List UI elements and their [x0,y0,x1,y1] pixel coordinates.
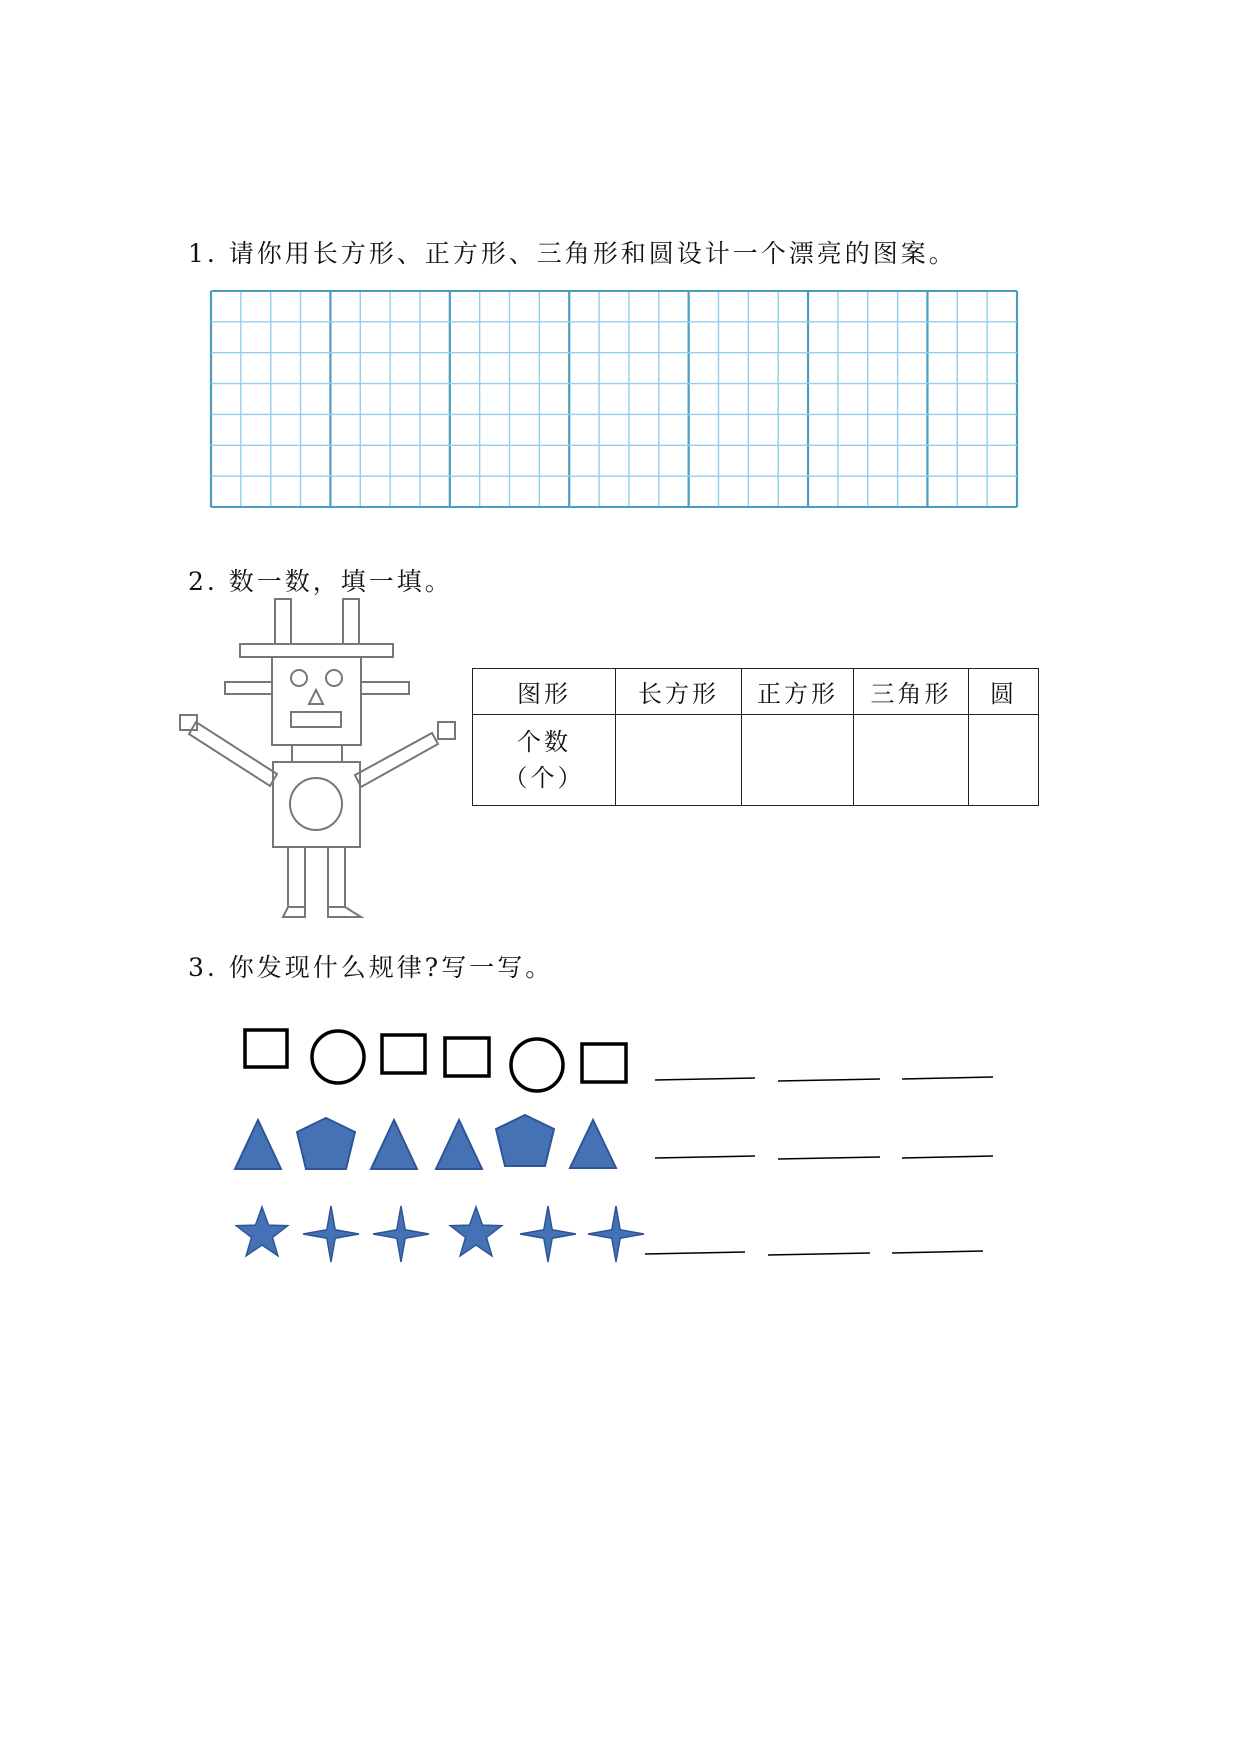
robot-neck [292,745,342,762]
question-1-prompt: 1. 请你用长方形、正方形、三角形和圆设计一个漂亮的图案。 [188,239,957,268]
seq1-square [245,1030,287,1067]
question-3-prompt: 3. 你发现什么规律?写一写。 [188,953,554,982]
question-2-prompt: 2. 数一数，填一填。 [188,567,453,596]
table-header-row [473,669,1039,715]
robot-body [273,762,360,847]
answer-blank[interactable] [902,1077,993,1079]
seq3-five-point-star [236,1207,287,1256]
header-triangle: 三角形 [854,669,969,715]
robot-arm-right [355,733,438,787]
answer-cell-rectangle[interactable] [616,715,742,806]
row-label-count [473,715,616,806]
header-square: 正方形 [742,669,854,715]
answer-blank[interactable] [655,1156,755,1158]
grid-lines [211,291,1017,507]
robot-ear-left [225,682,272,694]
robot-foot-right [328,907,361,917]
seq1-square [445,1038,489,1076]
robot-leg-right [328,847,345,907]
robot-mouth [291,712,341,727]
answer-blank[interactable] [645,1252,745,1254]
robot-hand-left [180,715,197,730]
row-label-line2: （个） [503,764,585,792]
drawing-grid[interactable] [208,288,1020,510]
row3-answer-blanks [645,1251,983,1255]
seq3-four-point-star [588,1206,644,1262]
answer-blank[interactable] [655,1078,755,1080]
robot-ear-right [361,682,409,694]
answer-blank[interactable] [778,1157,880,1159]
seq3-four-point-star [520,1206,576,1262]
robot-foot-left [283,907,305,917]
seq1-square [382,1035,425,1073]
answer-blank[interactable] [768,1253,870,1255]
seq1-square [582,1044,626,1082]
row2-answer-blanks [655,1156,993,1159]
answer-cell-square[interactable] [742,715,854,806]
seq3-four-point-star [303,1206,359,1262]
answer-cell-triangle[interactable] [854,715,969,806]
robot-figure [175,592,465,922]
table-count-row [473,715,1039,806]
row1-answer-blanks [655,1077,993,1081]
row-label-line1: 个数 [517,728,571,756]
seq2-triangle [436,1120,482,1169]
robot-antenna-left [275,599,291,644]
shape-count-table [472,668,1039,806]
seq1-circle [312,1031,364,1083]
row-blue-polygons [235,1115,616,1169]
robot-hand-right [438,722,455,739]
row-blue-stars [236,1206,644,1262]
header-shape: 图形 [473,669,616,715]
robot-arm-left [189,722,277,786]
robot-eye-right [326,670,342,686]
robot-hat-brim [240,644,393,657]
pattern-sequences [230,1015,1010,1275]
robot-belly-circle [290,778,342,830]
seq3-four-point-star [373,1206,429,1262]
seq2-pentagon [496,1115,554,1166]
seq3-five-point-star [450,1207,501,1256]
answer-blank[interactable] [892,1251,983,1253]
seq2-triangle [570,1120,616,1168]
robot-leg-left [288,847,305,907]
row-outline-shapes [245,1030,626,1091]
header-rectangle: 长方形 [616,669,742,715]
answer-blank[interactable] [778,1079,880,1081]
answer-blank[interactable] [902,1156,993,1158]
robot-nose [309,690,323,704]
answer-cell-circle[interactable] [969,715,1039,806]
header-circle: 圆 [969,669,1039,715]
robot-antenna-right [343,599,359,644]
seq2-pentagon [297,1118,355,1169]
seq2-triangle [371,1120,417,1169]
seq2-triangle [235,1120,281,1169]
robot-eye-left [291,670,307,686]
robot-head [272,657,361,745]
seq1-circle [511,1039,563,1091]
